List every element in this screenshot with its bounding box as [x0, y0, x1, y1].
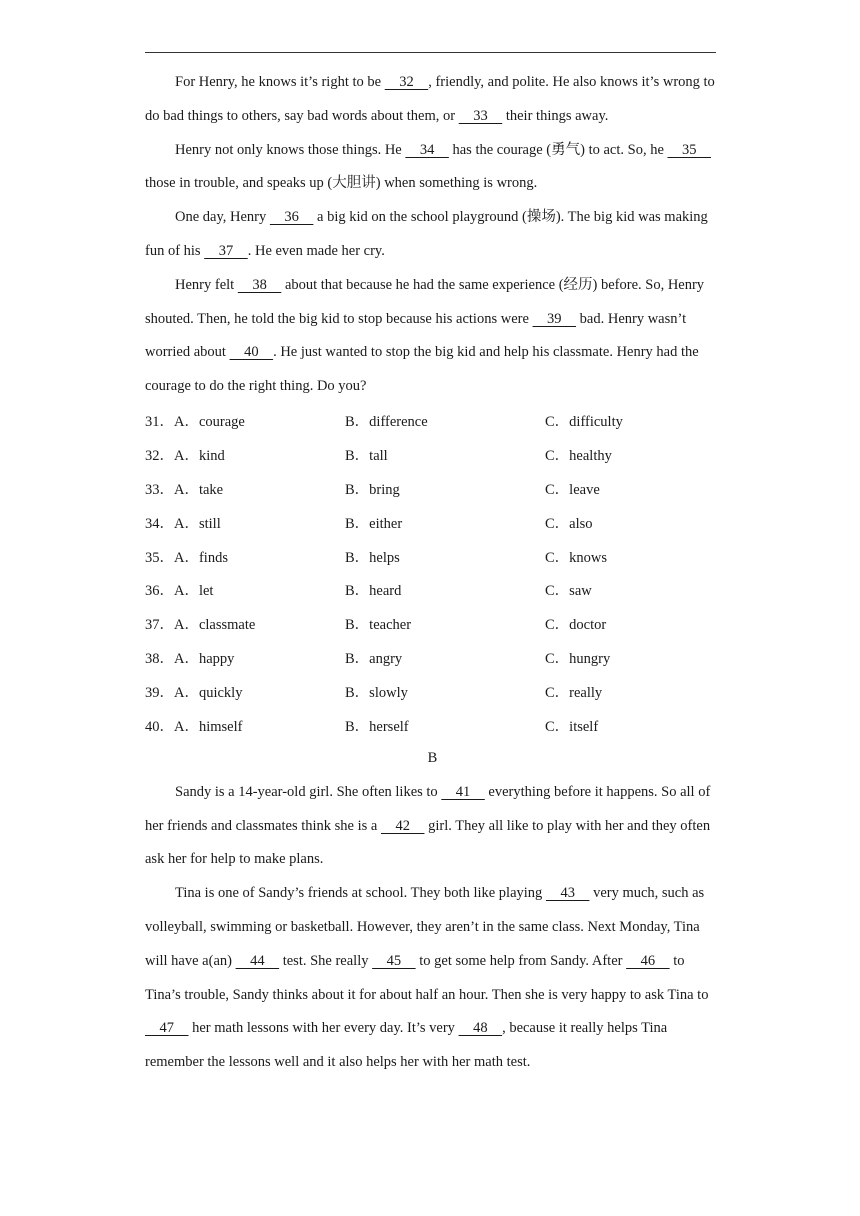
option-a: 31．A．courage: [145, 414, 245, 431]
question-row: [145, 505, 720, 539]
option-a: 33．A．take: [145, 481, 224, 498]
blank-34: 34: [405, 141, 449, 158]
question-row: [145, 607, 720, 641]
option-b: B．helps: [345, 549, 400, 566]
option-a: 35．A．finds: [145, 549, 228, 566]
option-b: B．teacher: [345, 617, 412, 634]
option-a: 34．A．still: [145, 515, 221, 532]
option-a: 38．A．happy: [145, 650, 235, 667]
option-c: C．hungry: [545, 650, 611, 667]
blank-47: 47: [145, 1020, 189, 1037]
text-segment: about that because he had the same experience (经历) before. So, Henry shouted. Then, he told the big kid to stop because his actions were: [145, 276, 705, 327]
option-c: C．doctor: [545, 617, 607, 634]
text-segment: a big kid on the school playground (操场). The big kid was making fun of his: [145, 209, 708, 259]
option-c: C．really: [545, 684, 603, 701]
question-row: [145, 573, 720, 607]
question-row: [145, 539, 720, 573]
text-segment: . He even made her cry.: [247, 242, 385, 259]
section-b-heading: B: [427, 749, 438, 766]
text-segment: to Tina’s trouble, Sandy thinks about it for about half an hour. Then she is very happy to ask Tina to: [145, 952, 709, 1003]
passage-b: [145, 776, 720, 1080]
blank-41: 41: [441, 783, 485, 800]
option-a: 39．A．quickly: [145, 684, 243, 701]
blank-42: 42: [380, 817, 425, 834]
question-row: [145, 472, 720, 506]
blank-32: 32: [384, 74, 429, 90]
text-segment: bad. Henry wasn’t worried about: [145, 310, 687, 361]
text-segment: their things away.: [502, 107, 609, 124]
passage-a-paragraph: [145, 269, 720, 404]
blank-48: 48: [458, 1020, 503, 1037]
blank-33: 33: [458, 107, 503, 124]
text-segment: Sandy is a 14-year-old girl. She often likes to: [175, 783, 442, 800]
text-segment: , friendly, and polite. He also knows it’s wrong to do bad things to others, say bad words about them, or: [145, 74, 715, 124]
option-c: C．leave: [545, 481, 600, 498]
passage-a-paragraph: [145, 66, 720, 134]
option-b: B．either: [345, 515, 403, 532]
option-b: B．difference: [345, 414, 428, 431]
passage-a-paragraph: [145, 134, 720, 202]
text-segment: has the courage (勇气) to act. So, he: [448, 141, 668, 158]
question-row: [145, 404, 720, 438]
blank-46: 46: [626, 952, 670, 969]
option-c: C．saw: [545, 583, 592, 600]
option-c: C．healthy: [545, 448, 612, 465]
passage-b-paragraph: [145, 877, 720, 1080]
question-row: [145, 708, 720, 742]
option-b: B．slowly: [345, 684, 408, 701]
option-c: C．itself: [545, 718, 599, 735]
blank-44: 44: [235, 952, 280, 969]
option-c: C．difficulty: [545, 414, 623, 431]
text-segment: , because it really helps Tina remember the lessons well and it also helps her with her math test.: [145, 1020, 668, 1071]
passage-a: [145, 66, 720, 404]
options-list: [145, 404, 720, 742]
text-segment: For Henry, he knows it’s right to be: [175, 74, 385, 90]
header-rule: [145, 52, 716, 53]
text-segment: Henry not only knows those things. He: [175, 141, 406, 158]
text-segment: test. She really: [279, 952, 373, 969]
blank-35: 35: [667, 141, 712, 158]
option-b: B．herself: [345, 718, 409, 735]
question-row: [145, 438, 720, 472]
option-b: B．tall: [345, 448, 388, 465]
passage-b-paragraph: [145, 776, 720, 877]
text-segment: very much, such as volleyball, swimming or basketball. However, they aren’t in the same class. Next Monday, Tina will have a(an): [145, 885, 705, 969]
text-segment: everything before it happens. So all of her friends and classmates think she is a: [145, 783, 711, 834]
text-segment: . He just wanted to stop the big kid and help his classmate. Henry had the courage to do the right thing. Do you?: [145, 344, 699, 395]
blank-45: 45: [372, 952, 416, 969]
option-c: C．knows: [545, 549, 608, 566]
question-row: [145, 641, 720, 675]
option-c: C．also: [545, 515, 593, 532]
option-b: B．bring: [345, 481, 400, 498]
blank-40: 40: [229, 344, 274, 361]
text-segment: her math lessons with her every day. It’s very: [188, 1020, 459, 1037]
text-segment: to get some help from Sandy. After: [415, 952, 627, 969]
page-content: [145, 66, 720, 1080]
option-a: 36．A．let: [145, 583, 214, 600]
blank-39: 39: [532, 310, 577, 327]
blank-43: 43: [545, 885, 590, 902]
option-a: 37．A．classmate: [145, 617, 256, 634]
option-b: B．heard: [345, 583, 402, 600]
text-segment: One day, Henry: [175, 209, 270, 226]
text-segment: girl. They all like to play with her and they often ask her for help to make plans.: [145, 817, 711, 868]
text-segment: Tina is one of Sandy’s friends at school. They both like playing: [175, 885, 546, 902]
option-b: B．angry: [345, 650, 403, 667]
question-row: [145, 674, 720, 708]
option-a: 32．A．kind: [145, 448, 225, 465]
passage-a-paragraph: [145, 201, 720, 269]
blank-37: 37: [204, 242, 248, 259]
option-a: 40．A．himself: [145, 718, 243, 735]
text-segment: Henry felt: [175, 276, 238, 293]
blank-36: 36: [269, 209, 314, 226]
blank-38: 38: [237, 276, 282, 293]
text-segment: those in trouble, and speaks up (大胆讲) when something is wrong.: [145, 175, 538, 192]
